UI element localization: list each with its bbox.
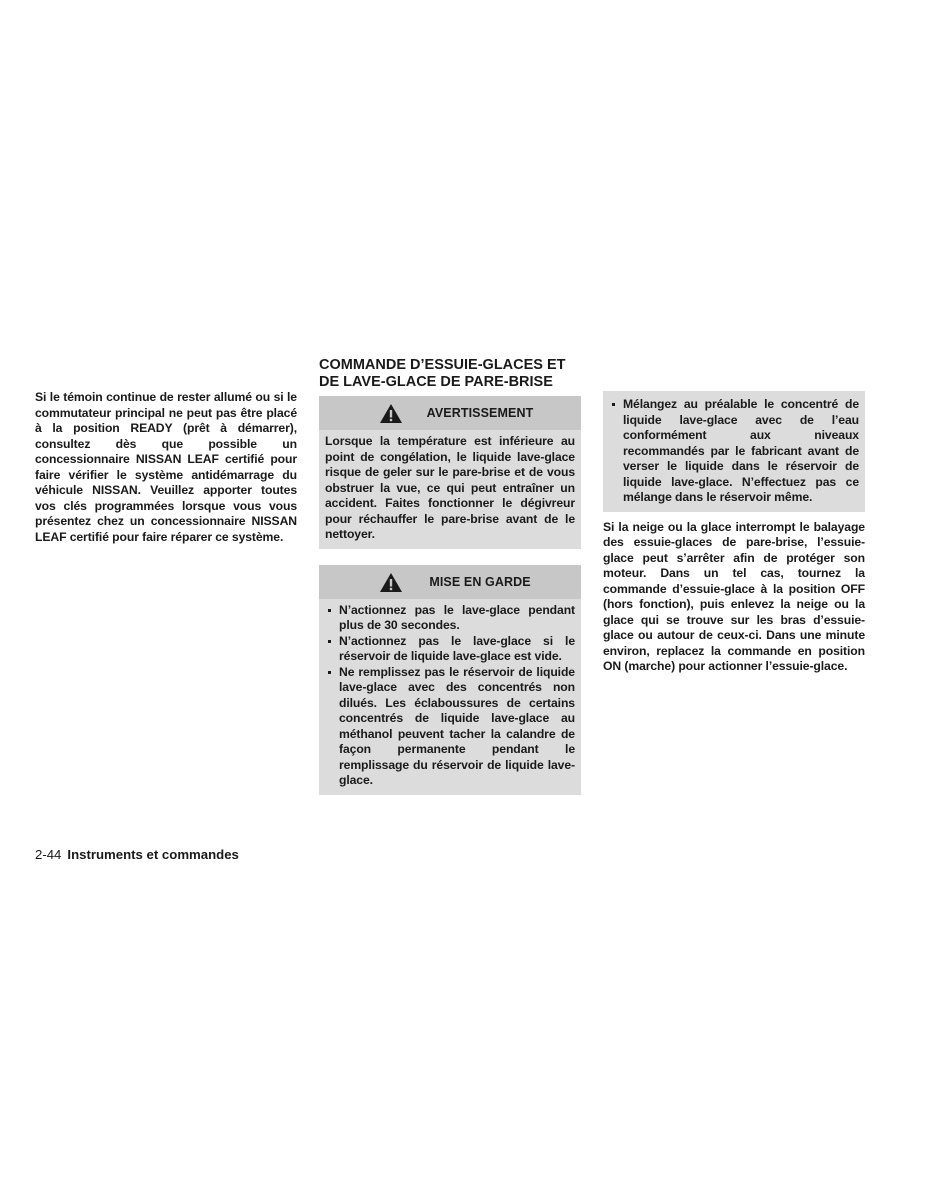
page-footer [35,847,239,862]
caution-box-continued [603,391,865,512]
warning-box-text: Lorsque la température est inférieure au point de congélation, le liquide lave-glace risque de geler sur le pare-brise et de vous obstruer la vue, ce qui peut entraîner un accident. Faites fonctionner le dégivreur pour réchauffer le pare-brise avant de le nettoyer. [325,434,575,541]
right-column [603,391,865,675]
bullet-icon [328,609,331,612]
section-heading [319,357,581,390]
middle-column [319,357,581,795]
warning-triangle-icon [379,572,403,593]
caution-box-header [319,565,581,599]
right-paragraph: Si la neige ou la glace interrompt le balayage des essuie-glaces de pare-brise, l’essuie-glace peut s’arrêter afin de protéger son moteur. Dans un tel cas, tournez la commande d’essuie-glace à la position OFF (hors fonction), puis enlevez la neige ou la glace qui se trouve sur les bras d’essuie-glace ou autour de ceux-ci. Dans une minute environ, replacez la commande en position ON (marche) pour actionner l’essuie-glace. [603,519,865,673]
section-title: Instruments et commandes [67,847,239,862]
warning-box [319,396,581,549]
list-item: N’actionnez pas le lave-glace pendant plus de 30 secondes. [325,603,575,634]
section-heading-line1: COMMANDE D’ESSUIE-GLACES ET [319,357,566,373]
caution-list [325,603,575,789]
page-number: 2-44 [35,847,62,862]
bullet-icon [612,403,615,406]
left-paragraph: Si le témoin continue de rester allumé ou si le commutateur principal ne peut pas être placé à la position READY (prêt à démarrer), consultez dès que possible un concessionnaire NISSAN LEAF certifié pour faire vérifier le système antidémarrage du véhicule NISSAN. Veuillez apporter toutes vos clés programmées lorsque vous vous présentez chez un concessionnaire NISSAN LEAF certifié pour faire réparer ce système. [35,390,297,544]
left-column [35,390,297,545]
warning-box-title: AVERTISSEMENT [426,406,534,420]
caution-box-title: MISE EN GARDE [429,574,531,589]
caution-box-body [319,599,581,795]
warning-triangle-icon [379,403,403,424]
warning-box-header [319,396,581,430]
list-item: Mélangez au préalable le concentré de liquide lave-glace avec de l’eau conformément aux niveaux recommandés par le fabricant avant de verser le liquide dans le réservoir de liquide lave-glace. N’effectuez pas ce mélange dans le réservoir même. [609,397,859,506]
section-heading-line2: DE LAVE-GLACE DE PARE-BRISE [319,373,553,390]
list-item: N’actionnez pas le lave-glace si le réservoir de liquide lave-glace est vide. [325,634,575,665]
list-item: Ne remplissez pas le réservoir de liquide lave-glace avec des concentrés non dilués. Les éclaboussures de certains concentrés de liquide lave-glace au méthanol peuvent tacher la calandre de façon permanente pendant le remplissage du réservoir de liquide lave-glace. [325,665,575,789]
caution-box [319,565,581,795]
caution-continued-body [603,391,865,512]
bullet-icon [328,671,331,674]
caution-continued-list [609,397,859,506]
bullet-icon [328,640,331,643]
